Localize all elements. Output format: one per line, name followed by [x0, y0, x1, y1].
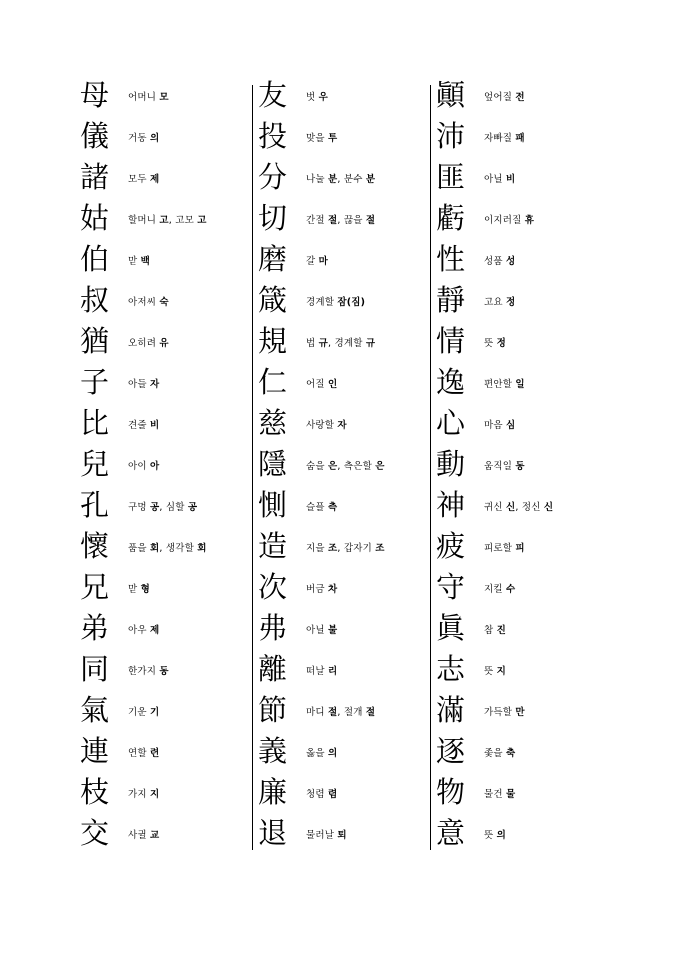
hanja-entry — [80, 608, 252, 649]
hanja-entry — [436, 403, 608, 444]
hanja-character: 切 — [258, 201, 288, 235]
hanja-character: 同 — [80, 652, 110, 686]
hanja-entry — [80, 731, 252, 772]
hanja-meaning: 숨을 은, 측은할 은 — [306, 460, 385, 472]
hanja-entry — [436, 157, 608, 198]
hanja-character: 性 — [436, 242, 466, 276]
hanja-meaning: 물건 물 — [484, 788, 516, 800]
hanja-entry — [258, 608, 430, 649]
hanja-meaning: 모두 제 — [128, 173, 160, 185]
hanja-entry — [436, 198, 608, 239]
hanja-entry — [436, 116, 608, 157]
hanja-character: 孔 — [80, 488, 110, 522]
hanja-meaning: 갈 마 — [306, 255, 328, 267]
hanja-character: 兒 — [80, 447, 110, 481]
hanja-character: 匪 — [436, 160, 466, 194]
hanja-entry — [258, 198, 430, 239]
hanja-entry — [258, 649, 430, 690]
hanja-character: 廉 — [258, 775, 288, 809]
hanja-entry — [80, 157, 252, 198]
hanja-entry — [436, 731, 608, 772]
hanja-entry — [436, 813, 608, 854]
hanja-character: 情 — [436, 324, 466, 358]
hanja-entry — [258, 362, 430, 403]
hanja-entry — [258, 444, 430, 485]
hanja-meaning: 아저씨 숙 — [128, 296, 169, 308]
hanja-meaning: 가득할 만 — [484, 706, 525, 718]
hanja-character: 志 — [436, 652, 466, 686]
hanja-meaning: 고요 정 — [484, 296, 516, 308]
hanja-meaning: 귀신 신, 정신 신 — [484, 501, 554, 513]
hanja-character: 眞 — [436, 611, 466, 645]
hanja-entry — [436, 280, 608, 321]
hanja-character: 姑 — [80, 201, 110, 235]
hanja-column-1 — [80, 75, 252, 854]
hanja-entry — [258, 813, 430, 854]
hanja-meaning: 아이 아 — [128, 460, 160, 472]
hanja-character: 氣 — [80, 693, 110, 727]
hanja-meaning: 마음 심 — [484, 419, 516, 431]
hanja-meaning: 버금 차 — [306, 583, 338, 595]
hanja-character: 沛 — [436, 119, 466, 153]
hanja-character: 心 — [436, 406, 466, 440]
hanja-character: 惻 — [258, 488, 288, 522]
hanja-character: 造 — [258, 529, 288, 563]
hanja-meaning: 뜻 정 — [484, 337, 506, 349]
hanja-meaning: 품을 회, 생각할 회 — [128, 542, 207, 554]
hanja-entry — [80, 485, 252, 526]
hanja-meaning: 경계할 잠(짐) — [306, 296, 366, 308]
hanja-meaning: 옳을 의 — [306, 747, 338, 759]
hanja-entry — [80, 526, 252, 567]
hanja-meaning: 지킬 수 — [484, 583, 516, 595]
hanja-meaning: 청렴 렴 — [306, 788, 338, 800]
hanja-character: 物 — [436, 775, 466, 809]
column-divider-2 — [430, 85, 431, 850]
hanja-entry — [80, 75, 252, 116]
hanja-meaning: 움직일 동 — [484, 460, 525, 472]
hanja-meaning: 어머니 모 — [128, 91, 169, 103]
hanja-meaning: 편안할 일 — [484, 378, 525, 390]
hanja-entry — [436, 321, 608, 362]
hanja-character: 儀 — [80, 119, 110, 153]
hanja-character: 諸 — [80, 160, 110, 194]
hanja-meaning: 마디 절, 절개 절 — [306, 706, 376, 718]
hanja-entry — [436, 567, 608, 608]
hanja-character: 靜 — [436, 283, 466, 317]
hanja-character: 隱 — [258, 447, 288, 481]
hanja-meaning: 나눌 분, 분수 분 — [306, 173, 376, 185]
hanja-entry — [258, 567, 430, 608]
hanja-character: 箴 — [258, 283, 288, 317]
hanja-meaning: 아닐 불 — [306, 624, 338, 636]
hanja-entry — [436, 485, 608, 526]
hanja-character: 守 — [436, 570, 466, 604]
hanja-meaning: 엎어질 전 — [484, 91, 525, 103]
hanja-meaning: 성품 성 — [484, 255, 516, 267]
hanja-character: 退 — [258, 816, 288, 850]
hanja-column-2 — [258, 75, 430, 854]
hanja-meaning: 자빠질 패 — [484, 132, 525, 144]
hanja-entry — [436, 649, 608, 690]
hanja-meaning: 슬플 측 — [306, 501, 338, 513]
hanja-meaning: 맞을 투 — [306, 132, 338, 144]
hanja-entry — [436, 75, 608, 116]
hanja-entry — [258, 321, 430, 362]
hanja-meaning: 견줄 비 — [128, 419, 160, 431]
hanja-character: 子 — [80, 365, 110, 399]
hanja-character: 懷 — [80, 529, 110, 563]
hanja-meaning: 오히려 유 — [128, 337, 169, 349]
hanja-meaning: 어질 인 — [306, 378, 338, 390]
hanja-character: 意 — [436, 816, 466, 850]
hanja-entry — [258, 772, 430, 813]
hanja-entry — [436, 239, 608, 280]
hanja-meaning: 거동 의 — [128, 132, 160, 144]
hanja-character: 神 — [436, 488, 466, 522]
hanja-meaning: 가지 지 — [128, 788, 160, 800]
hanja-entry — [258, 485, 430, 526]
hanja-meaning: 기운 기 — [128, 706, 160, 718]
hanja-entry — [258, 116, 430, 157]
hanja-meaning: 구멍 공, 심할 공 — [128, 501, 198, 513]
hanja-character: 規 — [258, 324, 288, 358]
hanja-entry — [436, 690, 608, 731]
hanja-character: 離 — [258, 652, 288, 686]
hanja-character: 分 — [258, 160, 288, 194]
hanja-character: 弟 — [80, 611, 110, 645]
hanja-meaning: 간절 절, 끊을 절 — [306, 214, 376, 226]
hanja-meaning: 한가지 동 — [128, 665, 169, 677]
hanja-character: 滿 — [436, 693, 466, 727]
hanja-character: 投 — [258, 119, 288, 153]
hanja-entry — [258, 690, 430, 731]
hanja-entry — [258, 280, 430, 321]
hanja-entry — [80, 198, 252, 239]
hanja-entry — [258, 157, 430, 198]
hanja-meaning: 맏 백 — [128, 255, 150, 267]
hanja-meaning: 좇을 축 — [484, 747, 516, 759]
hanja-entry — [80, 444, 252, 485]
hanja-entry — [80, 362, 252, 403]
hanja-character: 虧 — [436, 201, 466, 235]
hanja-entry — [436, 444, 608, 485]
hanja-meaning: 이지러질 휴 — [484, 214, 535, 226]
hanja-character: 母 — [80, 78, 110, 112]
hanja-character: 叔 — [80, 283, 110, 317]
hanja-character: 逐 — [436, 734, 466, 768]
hanja-character: 節 — [258, 693, 288, 727]
hanja-character: 仁 — [258, 365, 288, 399]
hanja-character: 次 — [258, 570, 288, 604]
hanja-meaning: 아닐 비 — [484, 173, 516, 185]
hanja-entry — [258, 526, 430, 567]
hanja-character: 兄 — [80, 570, 110, 604]
hanja-entry — [258, 403, 430, 444]
hanja-entry — [80, 239, 252, 280]
hanja-character: 枝 — [80, 775, 110, 809]
hanja-entry — [258, 239, 430, 280]
hanja-meaning: 뜻 지 — [484, 665, 506, 677]
hanja-entry — [80, 321, 252, 362]
hanja-entry — [80, 649, 252, 690]
hanja-entry — [258, 731, 430, 772]
column-divider-1 — [252, 85, 253, 850]
hanja-meaning: 맏 형 — [128, 583, 150, 595]
hanja-character: 交 — [80, 816, 110, 850]
hanja-meaning: 아들 자 — [128, 378, 160, 390]
hanja-character: 友 — [258, 78, 288, 112]
hanja-column-3 — [436, 75, 608, 854]
hanja-character: 伯 — [80, 242, 110, 276]
hanja-character: 逸 — [436, 365, 466, 399]
hanja-meaning: 벗 우 — [306, 91, 328, 103]
hanja-entry — [80, 280, 252, 321]
hanja-entry — [436, 608, 608, 649]
hanja-character: 磨 — [258, 242, 288, 276]
hanja-meaning: 참 진 — [484, 624, 506, 636]
hanja-entry — [258, 75, 430, 116]
hanja-meaning: 피로할 피 — [484, 542, 525, 554]
hanja-meaning: 떠날 리 — [306, 665, 338, 677]
hanja-meaning: 사랑할 자 — [306, 419, 347, 431]
hanja-entry — [80, 116, 252, 157]
hanja-character: 連 — [80, 734, 110, 768]
hanja-meaning: 사귈 교 — [128, 829, 160, 841]
hanja-entry — [80, 403, 252, 444]
hanja-character: 顚 — [436, 78, 466, 112]
hanja-meaning: 할머니 고, 고모 고 — [128, 214, 207, 226]
hanja-character: 義 — [258, 734, 288, 768]
hanja-entry — [80, 813, 252, 854]
hanja-character: 比 — [80, 406, 110, 440]
hanja-meaning: 법 규, 경계할 규 — [306, 337, 376, 349]
hanja-entry — [80, 567, 252, 608]
hanja-character: 慈 — [258, 406, 288, 440]
hanja-entry — [80, 772, 252, 813]
hanja-character: 猶 — [80, 324, 110, 358]
hanja-entry — [436, 772, 608, 813]
hanja-entry — [436, 526, 608, 567]
hanja-entry — [436, 362, 608, 403]
hanja-meaning: 뜻 의 — [484, 829, 506, 841]
hanja-meaning: 지을 조, 갑자기 조 — [306, 542, 385, 554]
hanja-meaning: 물러날 퇴 — [306, 829, 347, 841]
hanja-character: 疲 — [436, 529, 466, 563]
hanja-character: 弗 — [258, 611, 288, 645]
hanja-meaning: 연할 련 — [128, 747, 160, 759]
hanja-entry — [80, 690, 252, 731]
hanja-character: 動 — [436, 447, 466, 481]
hanja-meaning: 아우 제 — [128, 624, 160, 636]
